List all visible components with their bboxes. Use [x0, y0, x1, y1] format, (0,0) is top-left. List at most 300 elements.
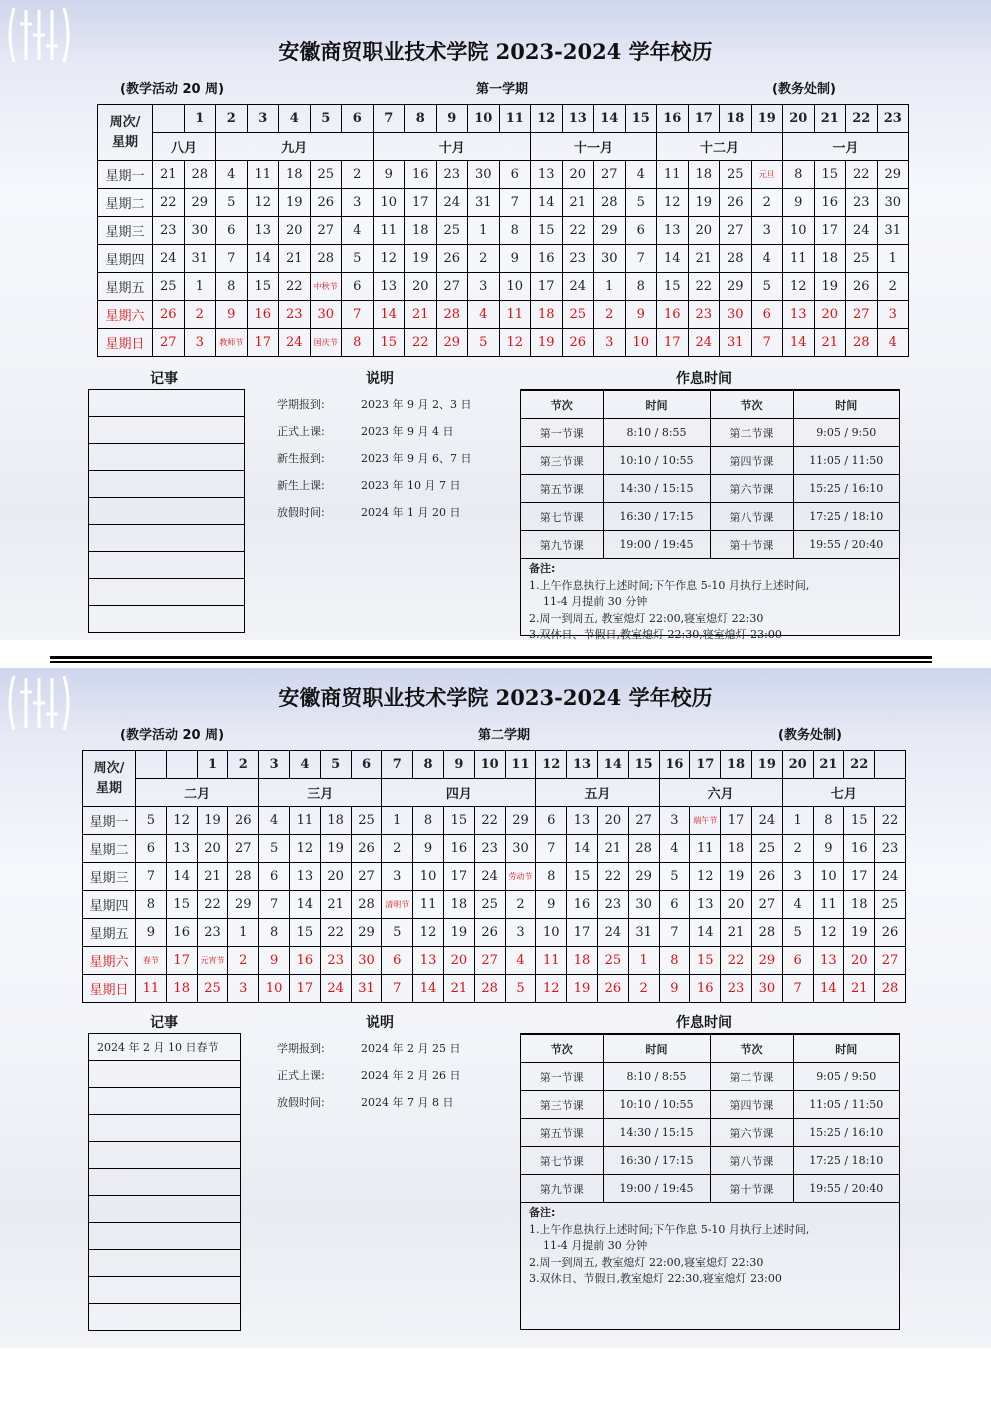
semester-2-page	[0, 668, 991, 1348]
date-cell: 26	[474, 919, 505, 947]
remarks	[521, 559, 899, 640]
date-cell: 2	[505, 891, 536, 919]
notes-table	[88, 389, 245, 633]
date-cell: 11	[783, 245, 815, 273]
date-cell: 18	[688, 161, 720, 189]
date-cell: 27	[153, 329, 185, 357]
explain-key: 学期报到:	[277, 1042, 325, 1055]
period-name: 第一节课	[521, 1063, 603, 1091]
date-cell: 8	[659, 947, 690, 975]
date-cell: 30	[751, 975, 782, 1003]
date-cell: 9	[659, 975, 690, 1003]
activity-label: (教学活动 20 周)	[120, 82, 225, 97]
date-cell: 28	[628, 835, 659, 863]
date-cell: 21	[597, 835, 628, 863]
explain-key: 新生报到:	[277, 452, 325, 465]
date-cell: 4	[468, 301, 500, 329]
date-cell: 22	[405, 329, 437, 357]
explain-item	[277, 396, 471, 423]
weekday-row	[98, 217, 909, 245]
date-cell: 23	[688, 301, 720, 329]
remark-line: 2.周一到周五, 教室熄灯 22:00,寝室熄灯 22:30	[529, 611, 764, 625]
date-cell: 17	[567, 919, 598, 947]
date-cell: 22	[197, 891, 228, 919]
date-cell: 29	[877, 161, 909, 189]
date-cell: 21	[197, 863, 228, 891]
notes-line	[89, 1223, 241, 1250]
date-cell: 31	[184, 245, 216, 273]
date-cell: 13	[531, 161, 563, 189]
date-cell: 22	[320, 919, 351, 947]
week-number: 13	[562, 105, 594, 133]
schedule-header: 节次	[710, 391, 793, 419]
week-number: 16	[657, 105, 689, 133]
date-cell: 12	[247, 189, 279, 217]
date-cell: 17	[166, 947, 197, 975]
date-cell: 28	[351, 891, 382, 919]
date-cell: 31	[468, 189, 500, 217]
month-label: 十二月	[657, 133, 783, 161]
date-cell: 20	[844, 947, 875, 975]
date-cell: 10	[499, 273, 531, 301]
date-cell: 30	[468, 161, 500, 189]
date-cell: 15	[690, 947, 721, 975]
notes-row	[89, 1223, 241, 1250]
date-cell: 13	[166, 835, 197, 863]
week-number	[136, 751, 167, 779]
date-cell: 3	[505, 919, 536, 947]
period-name: 第一节课	[521, 419, 603, 447]
notes-line	[89, 498, 245, 525]
date-cell: 3	[184, 329, 216, 357]
date-cell: 24	[751, 807, 782, 835]
date-cell: 30	[877, 189, 909, 217]
page-title: 安徽商贸职业技术学院 2023-2024 学年校历	[278, 39, 713, 64]
schedule-row	[521, 447, 899, 475]
holiday-cell: 元宵节	[197, 947, 228, 975]
date-cell: 29	[594, 217, 626, 245]
date-cell: 10	[813, 863, 844, 891]
date-cell: 16	[247, 301, 279, 329]
explain-value: 2024 年 2 月 26 日	[361, 1069, 461, 1082]
date-cell: 9	[813, 835, 844, 863]
week-number: 3	[247, 105, 279, 133]
date-cell: 20	[814, 301, 846, 329]
date-cell: 26	[846, 273, 878, 301]
date-cell: 27	[846, 301, 878, 329]
date-cell: 31	[628, 919, 659, 947]
date-cell: 18	[166, 975, 197, 1003]
date-cell: 20	[197, 835, 228, 863]
date-cell: 24	[320, 975, 351, 1003]
date-cell: 25	[846, 245, 878, 273]
date-cell: 14	[373, 301, 405, 329]
week-number: 20	[783, 105, 815, 133]
date-cell: 29	[184, 189, 216, 217]
week-number: 18	[720, 105, 752, 133]
date-cell: 29	[351, 919, 382, 947]
date-cell: 19	[443, 919, 474, 947]
date-cell: 28	[474, 975, 505, 1003]
notes-table	[88, 1033, 241, 1331]
notes-line	[89, 1061, 241, 1088]
date-cell: 20	[405, 273, 437, 301]
weekday-row	[98, 329, 909, 357]
month-label: 一月	[783, 133, 909, 161]
date-cell: 29	[720, 273, 752, 301]
weekday-row	[98, 189, 909, 217]
notes-line	[89, 552, 245, 579]
date-cell: 18	[721, 835, 752, 863]
week-number: 18	[721, 751, 752, 779]
date-cell: 25	[474, 891, 505, 919]
notes-row	[89, 498, 245, 525]
date-cell: 13	[567, 807, 598, 835]
date-cell: 17	[844, 863, 875, 891]
month-label: 十月	[373, 133, 531, 161]
schedule-box	[520, 1033, 900, 1330]
date-cell: 1	[382, 807, 413, 835]
date-cell: 16	[166, 919, 197, 947]
explain-item	[277, 450, 471, 477]
holiday-cell: 清明节	[382, 891, 413, 919]
period-name: 第六节课	[710, 1119, 793, 1147]
date-cell: 5	[136, 807, 167, 835]
date-cell: 18	[405, 217, 437, 245]
date-cell: 7	[782, 975, 813, 1003]
week-number: 4	[279, 105, 311, 133]
date-cell: 20	[443, 947, 474, 975]
date-cell: 10	[625, 329, 657, 357]
explain-key: 放假时间:	[277, 1096, 325, 1109]
date-cell: 4	[782, 891, 813, 919]
explain-value: 2023 年 9 月 6、7 日	[361, 452, 472, 465]
date-cell: 28	[310, 245, 342, 273]
date-cell: 4	[625, 161, 657, 189]
date-cell: 11	[657, 161, 689, 189]
date-cell: 8	[499, 217, 531, 245]
date-cell: 17	[721, 807, 752, 835]
date-cell: 3	[659, 807, 690, 835]
date-cell: 6	[625, 217, 657, 245]
date-cell: 7	[625, 245, 657, 273]
date-cell: 6	[136, 835, 167, 863]
date-cell: 22	[474, 807, 505, 835]
date-cell: 18	[443, 891, 474, 919]
date-cell: 6	[751, 301, 783, 329]
date-cell: 7	[499, 189, 531, 217]
explain-item	[277, 1067, 460, 1094]
weekday-row	[98, 161, 909, 189]
date-cell: 9	[783, 189, 815, 217]
period-name: 第十节课	[710, 531, 793, 559]
date-cell: 20	[688, 217, 720, 245]
weekday-row	[98, 273, 909, 301]
schedule-box	[520, 389, 900, 640]
explain-key: 新生上课:	[277, 479, 325, 492]
date-cell: 24	[562, 273, 594, 301]
date-cell: 2	[877, 273, 909, 301]
notes-row	[89, 1277, 241, 1304]
date-cell: 15	[247, 273, 279, 301]
schedule-row	[521, 531, 899, 559]
date-cell: 12	[289, 835, 320, 863]
notes-line	[89, 606, 245, 633]
date-cell: 11	[289, 807, 320, 835]
date-cell: 1	[184, 273, 216, 301]
week-number: 1	[197, 751, 228, 779]
date-cell: 6	[382, 947, 413, 975]
explain-item	[277, 477, 471, 504]
schedule-row	[521, 1063, 899, 1091]
period-name: 第七节课	[521, 1147, 603, 1175]
notes-title: 记事	[150, 371, 178, 387]
date-cell: 16	[567, 891, 598, 919]
period-name: 第十节课	[710, 1175, 793, 1203]
week-number	[166, 751, 197, 779]
explain-item	[277, 1094, 460, 1121]
date-cell: 26	[720, 189, 752, 217]
remark-line: 3.双休日、节假日,教室熄灯 22:30,寝室熄灯 23:00	[529, 628, 782, 640]
schedule-title: 作息时间	[676, 1015, 732, 1031]
date-cell: 14	[289, 891, 320, 919]
period-time: 16:30 / 17:15	[603, 503, 710, 531]
date-cell: 23	[474, 835, 505, 863]
period-name: 第八节课	[710, 1147, 793, 1175]
date-cell: 4	[751, 245, 783, 273]
date-cell: 11	[136, 975, 167, 1003]
date-cell: 16	[844, 835, 875, 863]
date-cell: 9	[136, 919, 167, 947]
notes-line: 2024 年 2 月 10 日春节	[89, 1034, 241, 1061]
date-cell: 14	[657, 245, 689, 273]
date-cell: 16	[443, 835, 474, 863]
notes-row	[89, 444, 245, 471]
week-number: 10	[474, 751, 505, 779]
weekday-label: 星期六	[98, 301, 153, 329]
date-cell: 24	[474, 863, 505, 891]
notes-row	[89, 1115, 241, 1142]
date-cell: 2	[228, 947, 259, 975]
explain-key: 学期报到:	[277, 398, 325, 411]
date-cell: 12	[499, 329, 531, 357]
date-cell: 8	[783, 161, 815, 189]
week-number: 7	[373, 105, 405, 133]
date-cell: 9	[499, 245, 531, 273]
notes-row	[89, 1304, 241, 1331]
week-number: 22	[844, 751, 875, 779]
date-cell: 24	[279, 329, 311, 357]
date-cell: 19	[688, 189, 720, 217]
date-cell: 14	[690, 919, 721, 947]
period-time: 10:10 / 10:55	[603, 447, 710, 475]
schedule-header: 时间	[603, 1035, 710, 1063]
date-cell: 3	[382, 863, 413, 891]
date-cell: 27	[228, 835, 259, 863]
date-cell: 29	[505, 807, 536, 835]
week-number: 19	[751, 751, 782, 779]
holiday-cell: 端午节	[690, 807, 721, 835]
date-cell: 25	[436, 217, 468, 245]
date-cell: 20	[597, 807, 628, 835]
schedule-row	[521, 1119, 899, 1147]
week-number	[153, 105, 185, 133]
date-cell: 24	[436, 189, 468, 217]
date-cell: 25	[153, 273, 185, 301]
notes-row	[89, 390, 245, 417]
week-number: 23	[877, 105, 909, 133]
period-time: 11:05 / 11:50	[793, 447, 899, 475]
date-cell: 27	[351, 863, 382, 891]
period-name: 第八节课	[710, 503, 793, 531]
calendar-table	[82, 750, 906, 1003]
weekday-row	[83, 891, 906, 919]
date-cell: 28	[875, 975, 906, 1003]
period-name: 第五节课	[521, 475, 603, 503]
notes-line	[89, 471, 245, 498]
period-name: 第九节课	[521, 531, 603, 559]
date-cell: 23	[846, 189, 878, 217]
date-cell: 3	[468, 273, 500, 301]
explain-list	[277, 396, 471, 531]
date-cell: 17	[814, 217, 846, 245]
date-cell: 25	[597, 947, 628, 975]
date-cell: 1	[468, 217, 500, 245]
date-cell: 2	[751, 189, 783, 217]
date-cell: 4	[877, 329, 909, 357]
explain-list	[277, 1040, 460, 1121]
date-cell: 31	[720, 329, 752, 357]
month-label: 二月	[136, 779, 259, 807]
schedule-header: 节次	[521, 391, 603, 419]
period-time: 15:25 / 16:10	[793, 475, 899, 503]
weekday-label: 星期三	[83, 863, 136, 891]
date-cell: 16	[814, 189, 846, 217]
date-cell: 7	[659, 919, 690, 947]
date-cell: 19	[814, 273, 846, 301]
notes-line	[89, 1196, 241, 1223]
page-divider	[50, 656, 932, 659]
date-cell: 31	[877, 217, 909, 245]
date-cell: 6	[782, 947, 813, 975]
date-cell: 21	[814, 329, 846, 357]
date-cell: 10	[259, 975, 290, 1003]
remarks-title: 备注:	[529, 562, 556, 575]
date-cell: 22	[875, 807, 906, 835]
date-cell: 8	[259, 919, 290, 947]
period-time: 11:05 / 11:50	[793, 1091, 899, 1119]
date-cell: 12	[413, 919, 444, 947]
date-cell: 18	[320, 807, 351, 835]
date-cell: 15	[443, 807, 474, 835]
date-cell: 2	[342, 161, 374, 189]
period-time: 8:10 / 8:55	[603, 419, 710, 447]
date-cell: 20	[721, 891, 752, 919]
week-day-header	[83, 751, 136, 807]
week-number: 2	[216, 105, 248, 133]
calendar-table	[97, 104, 909, 357]
period-name: 第四节课	[710, 1091, 793, 1119]
date-cell: 5	[751, 273, 783, 301]
date-cell: 22	[279, 273, 311, 301]
weekday-row	[98, 301, 909, 329]
date-cell: 14	[813, 975, 844, 1003]
date-cell: 23	[597, 891, 628, 919]
date-cell: 3	[751, 217, 783, 245]
date-cell: 3	[877, 301, 909, 329]
date-cell: 16	[690, 975, 721, 1003]
date-cell: 27	[474, 947, 505, 975]
date-cell: 21	[562, 189, 594, 217]
date-cell: 15	[814, 161, 846, 189]
period-time: 9:05 / 9:50	[793, 419, 899, 447]
week-number: 9	[436, 105, 468, 133]
weekday-row	[83, 975, 906, 1003]
date-cell: 7	[342, 301, 374, 329]
date-cell: 19	[844, 919, 875, 947]
date-cell: 21	[443, 975, 474, 1003]
notes-line	[89, 444, 245, 471]
remark-line: 11-4 月提前 30 分钟	[543, 595, 648, 608]
schedule-header: 节次	[521, 1035, 603, 1063]
date-cell: 5	[382, 919, 413, 947]
schedule-header: 时间	[793, 1035, 899, 1063]
semester-label: 第二学期	[478, 728, 531, 743]
schedule-row	[521, 419, 899, 447]
week-day-header	[98, 105, 153, 161]
week-number: 6	[351, 751, 382, 779]
date-cell: 27	[628, 807, 659, 835]
date-cell: 27	[594, 161, 626, 189]
date-cell: 30	[720, 301, 752, 329]
date-cell: 9	[216, 301, 248, 329]
period-time: 14:30 / 15:15	[603, 1119, 710, 1147]
date-cell: 11	[813, 891, 844, 919]
date-cell: 8	[625, 273, 657, 301]
date-cell: 14	[783, 329, 815, 357]
week-number-row	[83, 751, 906, 779]
schedule-header: 节次	[710, 1035, 793, 1063]
week-number: 22	[846, 105, 878, 133]
week-number: 11	[505, 751, 536, 779]
notes-row	[89, 1142, 241, 1169]
date-cell: 10	[413, 863, 444, 891]
schedule-row	[521, 475, 899, 503]
explain-item	[277, 423, 471, 450]
week-number: 4	[289, 751, 320, 779]
date-cell: 15	[531, 217, 563, 245]
week-number: 14	[594, 105, 626, 133]
date-cell: 28	[720, 245, 752, 273]
date-cell: 7	[382, 975, 413, 1003]
notes-row	[89, 1250, 241, 1277]
schedule-header-row	[521, 391, 899, 419]
date-cell: 26	[153, 301, 185, 329]
date-cell: 11	[413, 891, 444, 919]
week-number: 20	[782, 751, 813, 779]
date-cell: 22	[688, 273, 720, 301]
date-cell: 12	[813, 919, 844, 947]
week-number: 11	[499, 105, 531, 133]
period-time: 17:25 / 18:10	[793, 1147, 899, 1175]
date-cell: 4	[216, 161, 248, 189]
date-cell: 15	[657, 273, 689, 301]
date-cell: 23	[721, 975, 752, 1003]
office-label: (教务处制)	[778, 728, 842, 743]
date-cell: 8	[413, 807, 444, 835]
schedule-header: 时间	[793, 391, 899, 419]
date-cell: 13	[813, 947, 844, 975]
